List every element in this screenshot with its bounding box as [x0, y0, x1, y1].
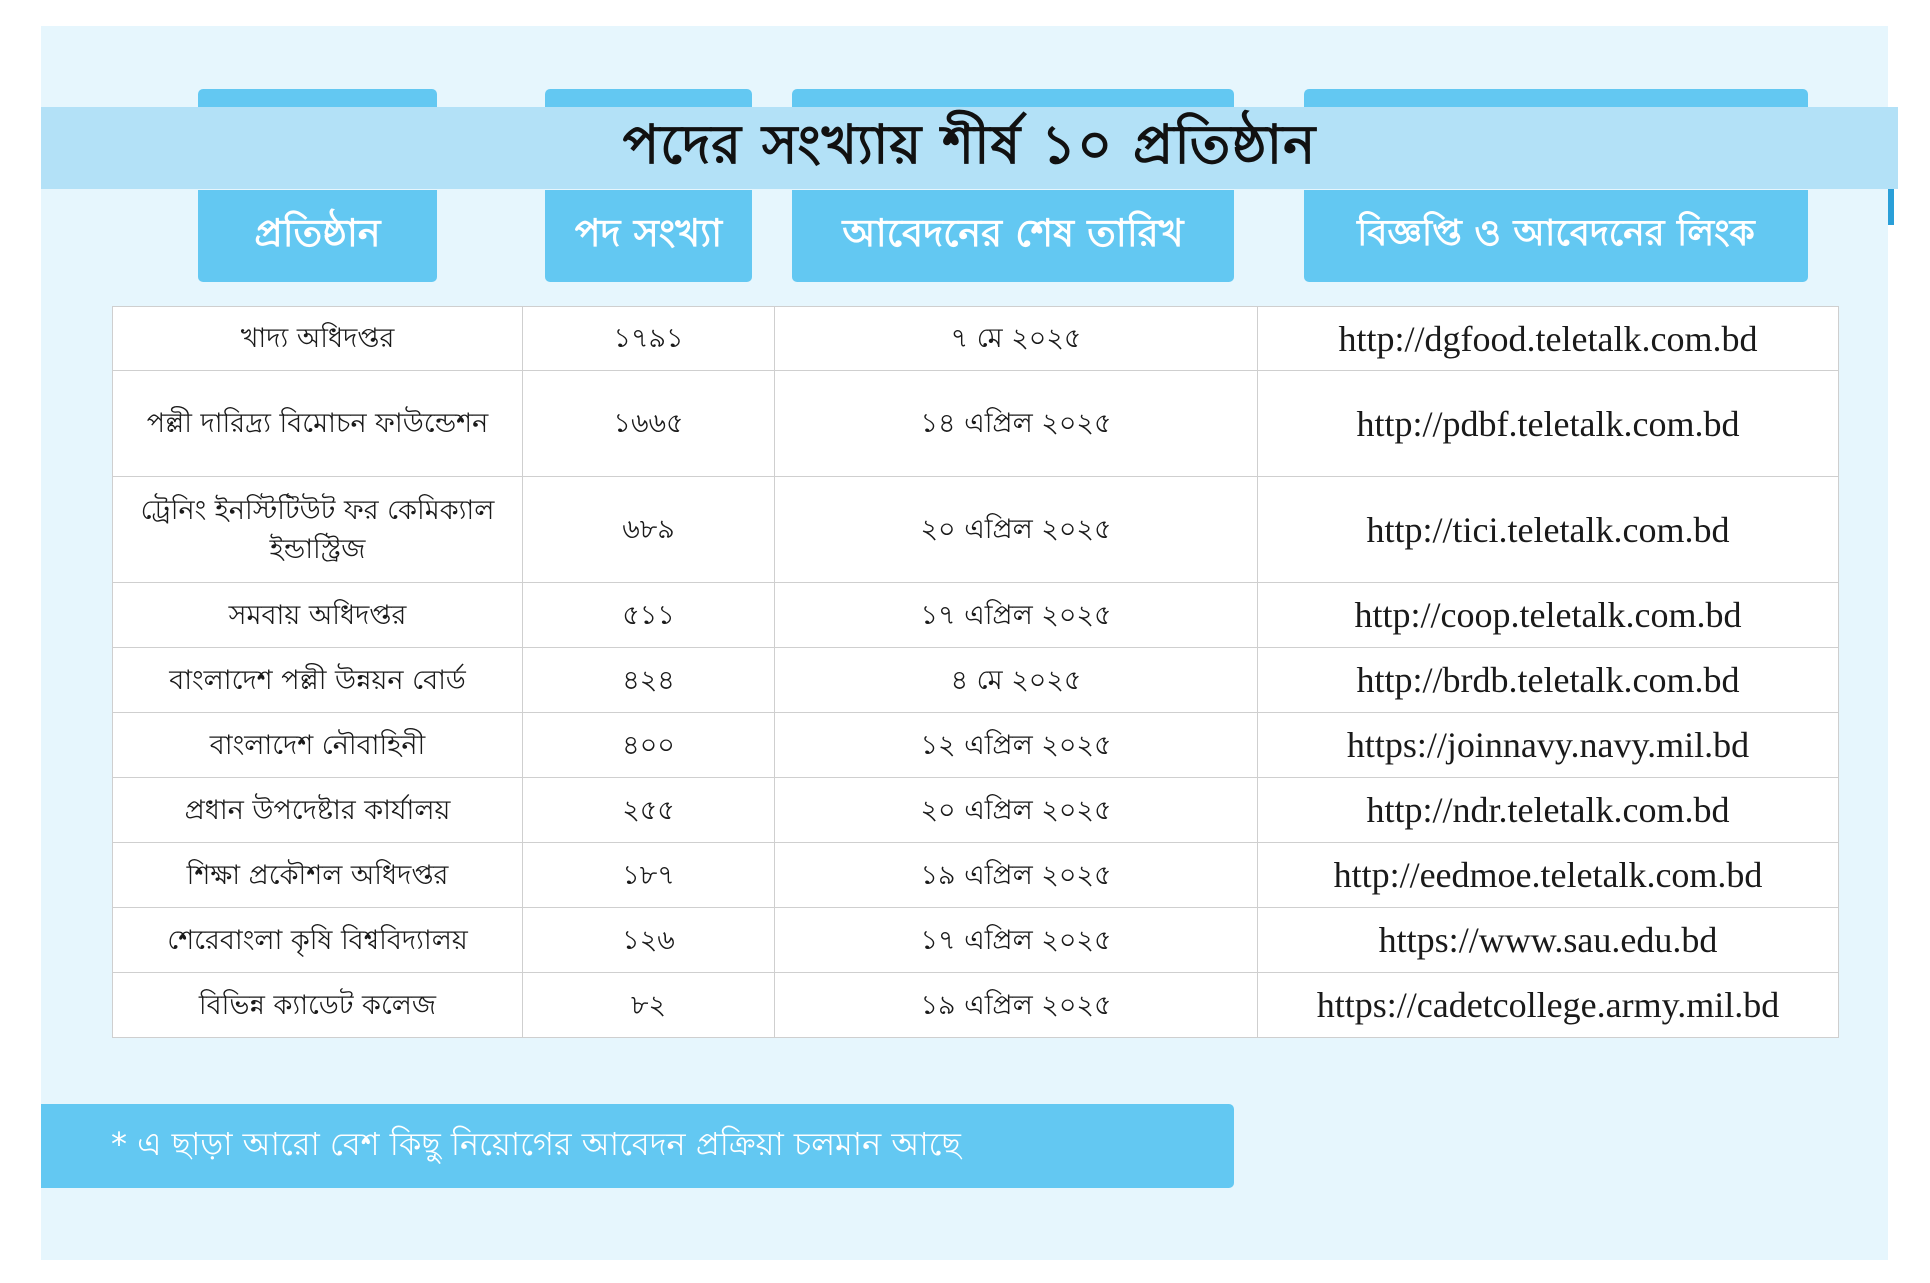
deadline-cell: ১৯ এপ্রিল ২০২৫ — [775, 843, 1258, 908]
table-row — [113, 477, 1839, 583]
institution-cell: খাদ্য অধিদপ্তর — [113, 307, 523, 371]
deadline-cell: ২০ এপ্রিল ২০২৫ — [775, 778, 1258, 843]
table-row — [113, 713, 1839, 778]
application-link[interactable]: http://ndr.teletalk.com.bd — [1258, 778, 1839, 843]
column-header-link: বিজ্ঞপ্তি ও আবেদনের লিংক — [1304, 190, 1808, 282]
column-header-institution: প্রতিষ্ঠান — [198, 190, 437, 282]
deadline-cell: ১৯ এপ্রিল ২০২৫ — [775, 973, 1258, 1038]
deadline-cell: ১৭ এপ্রিল ২০২৫ — [775, 908, 1258, 973]
institution-cell: বিভিন্ন ক্যাডেট কলেজ — [113, 973, 523, 1038]
institution-cell: প্রধান উপদেষ্টার কার্যালয় — [113, 778, 523, 843]
table-row — [113, 973, 1839, 1038]
table-row — [113, 908, 1839, 973]
deadline-cell: ৪ মে ২০২৫ — [775, 648, 1258, 713]
footer-note: * এ ছাড়া আরো বেশ কিছু নিয়োগের আবেদন প্রক্রিয়া চলমান আছে — [111, 1125, 961, 1163]
institution-cell: সমবায় অধিদপ্তর — [113, 583, 523, 648]
posts-cell: ১৮৭ — [523, 843, 775, 908]
posts-cell: ৪২৪ — [523, 648, 775, 713]
table-row — [113, 307, 1839, 371]
deadline-cell: ১৭ এপ্রিল ২০২৫ — [775, 583, 1258, 648]
posts-cell: ৮২ — [523, 973, 775, 1038]
application-link[interactable]: http://tici.teletalk.com.bd — [1258, 477, 1839, 583]
footer-note-band — [41, 1104, 1234, 1188]
table-row — [113, 583, 1839, 648]
institution-cell: শিক্ষা প্রকৌশল অধিদপ্তর — [113, 843, 523, 908]
page-title: পদের সংখ্যায় শীর্ষ ১০ প্রতিষ্ঠান — [622, 113, 1317, 176]
application-link[interactable]: http://dgfood.teletalk.com.bd — [1258, 307, 1839, 371]
deadline-cell: ১৪ এপ্রিল ২০২৫ — [775, 371, 1258, 477]
side-accent-bar — [1888, 189, 1894, 225]
posts-cell: ১৭৯১ — [523, 307, 775, 371]
jobs-table — [112, 306, 1839, 1038]
application-link[interactable]: https://cadetcollege.army.mil.bd — [1258, 973, 1839, 1038]
institution-cell: ট্রেনিং ইনস্টিটিউট ফর কেমিক্যাল ইন্ডাস্ট্রিজ — [113, 477, 523, 583]
posts-cell: ৫১১ — [523, 583, 775, 648]
table-row — [113, 778, 1839, 843]
application-link[interactable]: http://coop.teletalk.com.bd — [1258, 583, 1839, 648]
table-row — [113, 843, 1839, 908]
application-link[interactable]: http://pdbf.teletalk.com.bd — [1258, 371, 1839, 477]
deadline-cell: ২০ এপ্রিল ২০২৫ — [775, 477, 1258, 583]
posts-cell: ৬৮৯ — [523, 477, 775, 583]
table-row — [113, 371, 1839, 477]
institution-cell: পল্লী দারিদ্র্য বিমোচন ফাউন্ডেশন — [113, 371, 523, 477]
deadline-cell: ১২ এপ্রিল ২০২৫ — [775, 713, 1258, 778]
posts-cell: ১২৬ — [523, 908, 775, 973]
application-link[interactable]: http://eedmoe.teletalk.com.bd — [1258, 843, 1839, 908]
title-band — [41, 107, 1898, 189]
posts-cell: ২৫৫ — [523, 778, 775, 843]
column-header-deadline: আবেদনের শেষ তারিখ — [792, 190, 1234, 282]
application-link[interactable]: http://brdb.teletalk.com.bd — [1258, 648, 1839, 713]
application-link[interactable]: https://joinnavy.navy.mil.bd — [1258, 713, 1839, 778]
column-header-posts: পদ সংখ্যা — [545, 190, 752, 282]
institution-cell: বাংলাদেশ নৌবাহিনী — [113, 713, 523, 778]
institution-cell: শেরেবাংলা কৃষি বিশ্ববিদ্যালয় — [113, 908, 523, 973]
posts-cell: ৪০০ — [523, 713, 775, 778]
posts-cell: ১৬৬৫ — [523, 371, 775, 477]
application-link[interactable]: https://www.sau.edu.bd — [1258, 908, 1839, 973]
deadline-cell: ৭ মে ২০২৫ — [775, 307, 1258, 371]
institution-cell: বাংলাদেশ পল্লী উন্নয়ন বোর্ড — [113, 648, 523, 713]
table-row — [113, 648, 1839, 713]
